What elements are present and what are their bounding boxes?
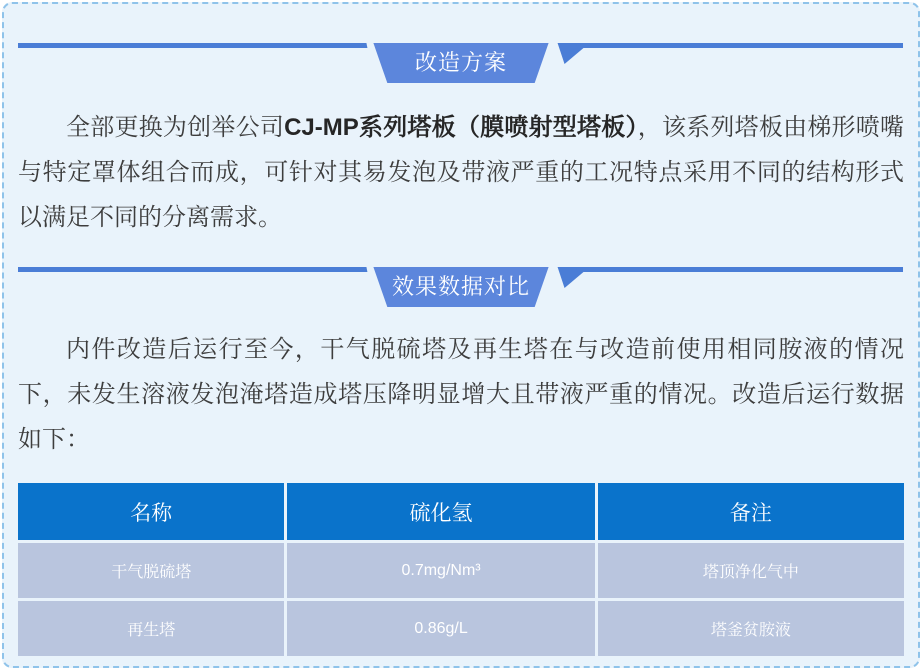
results-table — [18, 483, 904, 656]
section-divider-renovation — [18, 43, 904, 83]
paragraph-renovation — [18, 105, 904, 240]
table-header-h2s: 硫化氢 — [287, 483, 594, 540]
table-cell-row1-name: 干气脱硫塔 — [18, 543, 284, 598]
table-header-remark: 备注 — [598, 483, 904, 540]
table-cell-row2-remark: 塔釜贫胺液 — [598, 601, 904, 656]
table-cell-row1-remark: 塔顶净化气中 — [598, 543, 904, 598]
paragraph-results: 内件改造后运行至今，干气脱硫塔及再生塔在与改造前使用相同胺液的情况下，未发生溶液发泡淹塔造成塔压降明显增大且带液严重的情况。改造后运行数据如下： — [18, 336, 904, 453]
table-cell-row2-h2s: 0.86g/L — [287, 601, 594, 656]
paragraph-1-start: 全部更换为创举公司 — [66, 114, 285, 141]
section-divider-results — [18, 267, 904, 307]
section-badge-results: 效果数据对比 — [391, 274, 530, 299]
table-cell-row1-h2s: 0.7mg/Nm³ — [287, 543, 594, 598]
document-panel — [2, 2, 920, 668]
paragraph-1-end: ，该系列塔板由梯形喷嘴与特定罩体组合而成，可针对其易发泡及带液严重的工况特点采用不同的结构形式以满足不同的分离需求。 — [18, 114, 905, 231]
paragraph-1-bold-product: CJ-MP系列塔板（膜喷射型塔板） — [284, 114, 638, 141]
table-cell-row2-name: 再生塔 — [18, 601, 284, 656]
section-badge-renovation: 改造方案 — [414, 50, 507, 75]
table-header-name: 名称 — [18, 483, 284, 540]
